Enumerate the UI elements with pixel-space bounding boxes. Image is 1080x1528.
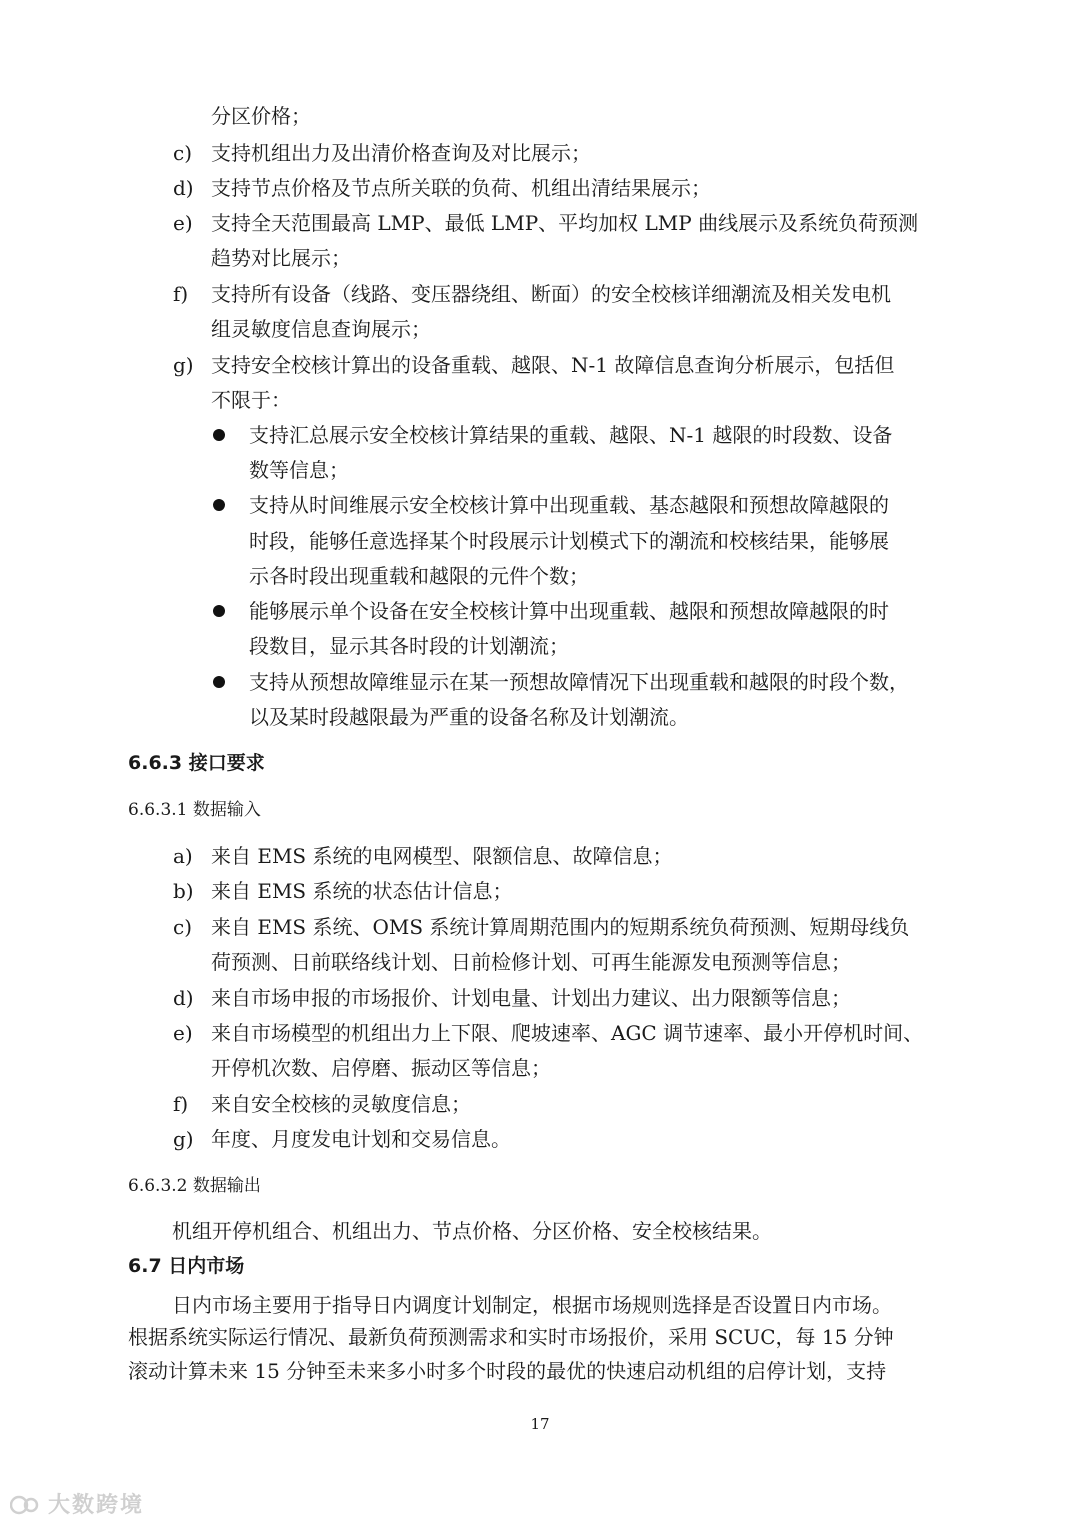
list-marker: d) (173, 986, 194, 1010)
list-item-text: 组灵敏度信息查询展示； (211, 317, 431, 341)
list-item-text: 荷预测、日前联络线计划、日前检修计划、可再生能源发电预测等信息； (211, 950, 851, 974)
subsection-heading: 6.6.3.1 数据输入 (128, 800, 261, 820)
list-item-text: 来自 EMS 系统、OMS 系统计算周期范围内的短期系统负荷预测、短期母线负 (211, 915, 910, 939)
list-item-text: 来自安全校核的灵敏度信息； (211, 1092, 471, 1116)
continuation-text: 分区价格； (211, 104, 311, 128)
list-item-text: 来自市场模型的机组出力上下限、爬坡速率、AGC 调节速率、最小开停机时间、 (211, 1021, 924, 1045)
paragraph-text: 机组开停机组合、机组出力、节点价格、分区价格、安全校核结果。 (172, 1219, 772, 1243)
list-item-text: 年度、月度发电计划和交易信息。 (211, 1127, 511, 1151)
paragraph-text: 滚动计算未来 15 分钟至未来多小时多个时段的最优的快速启动机组的启停计划，支持 (128, 1359, 887, 1383)
list-item-text: 来自 EMS 系统的状态估计信息； (211, 879, 513, 903)
list-marker: c) (173, 915, 193, 939)
list-item-text: 支持机组出力及出清价格查询及对比展示； (211, 141, 591, 165)
list-item-text: 支持安全校核计算出的设备重载、越限、N-1 故障信息查询分析展示，包括但 (211, 353, 895, 377)
list-item-text: 支持所有设备（线路、变压器绕组、断面）的安全校核详细潮流及相关发电机 (211, 282, 891, 306)
list-item-text: 支持全天范围最高 LMP、最低 LMP、平均加权 LMP 曲线展示及系统负荷预测 (211, 211, 919, 235)
list-marker: d) (173, 176, 194, 200)
list-item-text: 来自 EMS 系统的电网模型、限额信息、故障信息； (211, 844, 673, 868)
watermark-text: 大数跨境 (48, 1493, 145, 1518)
bullet-icon (213, 499, 225, 511)
list-marker: g) (173, 1127, 194, 1151)
list-item-text: 不限于： (211, 388, 291, 412)
subsection-heading: 6.6.3.2 数据输出 (128, 1176, 261, 1196)
list-marker: g) (173, 353, 194, 377)
list-marker: f) (173, 282, 189, 306)
list-marker: c) (173, 141, 193, 165)
bullet-text: 示各时段出现重载和越限的元件个数； (249, 564, 589, 588)
section-heading: 6.6.3 接口要求 (128, 752, 265, 774)
bullet-text: 段数目，显示其各时段的计划潮流； (249, 634, 569, 658)
bullet-text: 支持从时间维展示安全校核计算中出现重载、基态越限和预想故障越限的 (249, 493, 889, 517)
bullet-icon (213, 676, 225, 688)
bullet-text: 能够展示单个设备在安全校核计算中出现重载、越限和预想故障越限的时 (249, 599, 889, 623)
list-marker: e) (173, 1021, 193, 1045)
watermark-logo-icon (10, 1494, 40, 1516)
list-item-text: 趋势对比展示； (211, 246, 351, 270)
section-heading: 6.7 日内市场 (128, 1255, 245, 1277)
bullet-text: 数等信息； (249, 458, 349, 482)
bullet-icon (213, 429, 225, 441)
bullet-text: 支持从预想故障维显示在某一预想故障情况下出现重载和越限的时段个数， (249, 670, 909, 694)
paragraph-text: 根据系统实际运行情况、最新负荷预测需求和实时市场报价，采用 SCUC，每 15 分钟 (128, 1325, 894, 1349)
bullet-icon (213, 605, 225, 617)
list-item-text: 支持节点价格及节点所关联的负荷、机组出清结果展示； (211, 176, 711, 200)
bullet-text: 以及某时段越限最为严重的设备名称及计划潮流。 (249, 705, 689, 729)
page-number: 17 (530, 1415, 550, 1433)
list-item-text: 开停机次数、启停磨、振动区等信息； (211, 1056, 551, 1080)
paragraph-text: 日内市场主要用于指导日内调度计划制定，根据市场规则选择是否设置日内市场。 (172, 1293, 892, 1317)
list-item-text: 来自市场申报的市场报价、计划电量、计划出力建议、出力限额等信息； (211, 986, 851, 1010)
bullet-text: 时段，能够任意选择某个时段展示计划模式下的潮流和校核结果，能够展 (249, 529, 889, 553)
bullet-text: 支持汇总展示安全校核计算结果的重载、越限、N-1 越限的时段数、设备 (249, 423, 893, 447)
list-marker: a) (173, 844, 193, 868)
list-marker: f) (173, 1092, 189, 1116)
list-marker: e) (173, 211, 193, 235)
list-marker: b) (173, 879, 194, 903)
